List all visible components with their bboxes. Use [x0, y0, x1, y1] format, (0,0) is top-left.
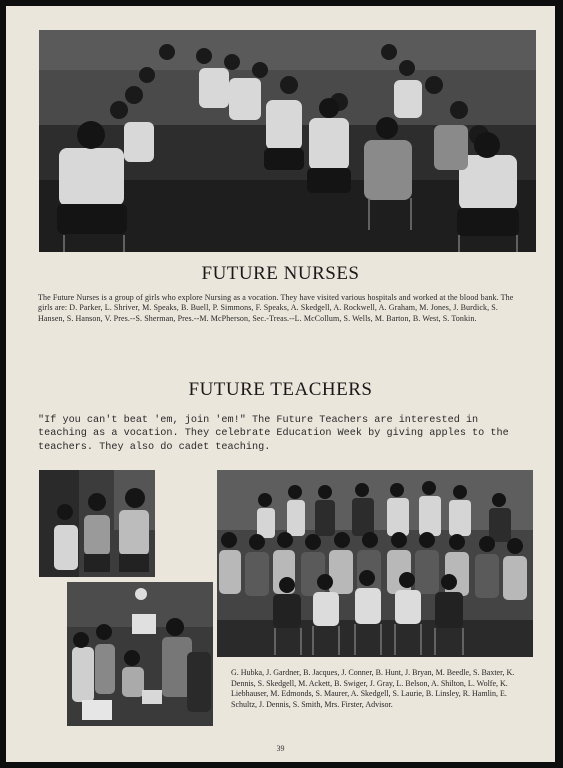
yearbook-page: [6, 6, 555, 762]
teachers-candid-photo-2: [67, 582, 213, 726]
teachers-candid-photo-1: [39, 470, 155, 577]
future-teachers-description: "If you can't beat 'em, join 'em!" The Future Teachers are interested in teaching as a vocation. They celebrate Education Week by giving apples to the teachers. They also do cadet teaching.: [38, 415, 509, 453]
future-nurses-description: The Future Nurses is a group of girls who explore Nursing as a vocation. They have visited various hospitals and worked at the blood bank. The girls are: D. Parker, L. Shriver, M. Speaks, B. Buell, P. Simmons, F. Speaks, A. Skedgell, A. Rockwell, A. Graham, M. Jones, J. Burdick, S. Hansen, S. Hanson, V. Pres.--S. Sherman, Pres.--M. McPherson, Sec.-Treas.--L. McCollum, S. Wells, M. Barton, B. West, S. Tonkin.: [38, 293, 514, 323]
page-number: 39: [276, 744, 285, 753]
future-teachers-caption: G. Hubka, J. Gardner, B. Jacques, J. Conner, B. Hunt, J. Bryan, M. Beedle, S. Baxter, K. Dennis, S. Skedgell, M. Ackett, B. Swiger, J. Gray, L. Belson, A. Shilton, L. Wolfe, K. Liebhauser, M. Edmonds, S. Maurer, A. Skedgell, S. Laurie, B. Linsley, R. Hamlin, E. Schultz, J. Dennis, S. Smith, Mrs. Firster, Advisor.: [231, 668, 515, 709]
future-teachers-title: FUTURE TEACHERS: [188, 379, 373, 400]
future-nurses-title: FUTURE NURSES: [201, 263, 360, 284]
future-teachers-group-photo: [217, 470, 533, 657]
future-nurses-group-photo: [39, 30, 536, 252]
